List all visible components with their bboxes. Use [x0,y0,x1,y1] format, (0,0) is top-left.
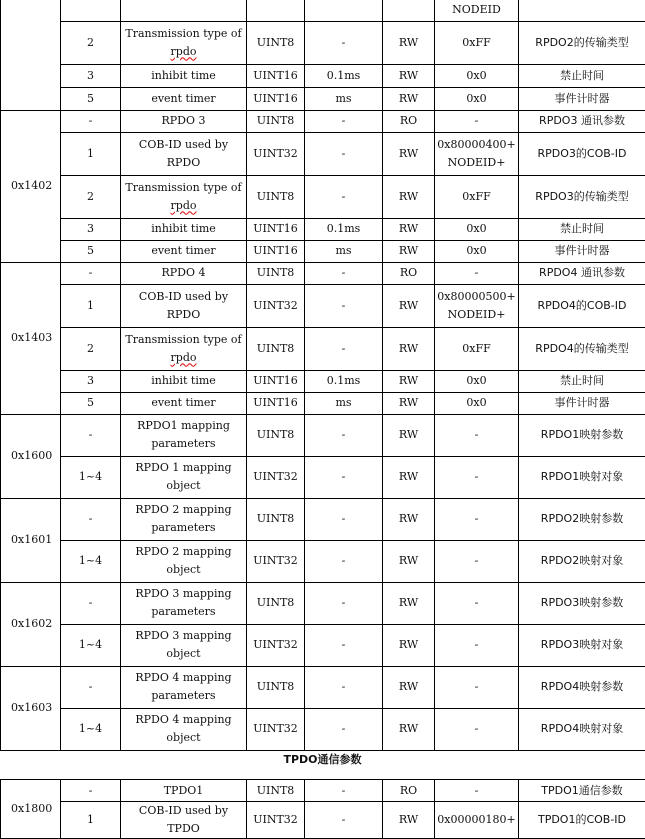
access-cell: RW [383,582,435,624]
access-cell: RW [383,175,435,218]
unit-cell: - [305,327,383,370]
table-row [1,414,645,456]
subindex-cell: 5 [61,240,121,262]
object-index-cell: 0x1800 [1,780,61,839]
unit-cell: - [305,582,383,624]
parameter-name-cell: RPDO 4 [121,262,247,284]
table-row [1,240,645,262]
parameter-name-cell: RPDO 3 mapping object [121,624,247,666]
subindex-cell: - [61,780,121,802]
unit-cell: - [305,262,383,284]
access-cell: RW [383,392,435,414]
default-value-cell: 0xFF [435,327,519,370]
subindex-cell: 5 [61,392,121,414]
object-index-cell: 0x1603 [1,666,61,750]
access-cell: RO [383,780,435,802]
table-row [1,110,645,132]
default-value-cell: - [435,582,519,624]
parameter-name-cell: TPDO1 [121,780,247,802]
data-type-cell: UINT8 [247,327,305,370]
table-row [1,370,645,392]
default-value-cell: 0xFF [435,175,519,218]
unit-cell: - [305,802,383,839]
unit-cell: ms [305,392,383,414]
access-cell: RW [383,456,435,498]
subindex-cell: 1~4 [61,708,121,750]
data-type-cell: UINT16 [247,64,305,87]
access-cell: RO [383,110,435,132]
description-cell: RPDO3映射对象 [519,624,645,666]
table-row [1,0,645,21]
subindex-cell: 1~4 [61,540,121,582]
subindex-cell: - [61,582,121,624]
parameter-name-cell: RPDO 3 mapping parameters [121,582,247,624]
access-cell: RW [383,666,435,708]
unit-cell: ms [305,240,383,262]
subindex-cell: 1 [61,802,121,839]
unit-cell: 0.1ms [305,64,383,87]
description-cell: RPDO3映射参数 [519,582,645,624]
parameter-name-cell: Transmission type of rpdo [121,21,247,64]
description-cell: RPDO4映射对象 [519,708,645,750]
parameter-name-cell: RPDO 3 [121,110,247,132]
description-cell: RPDO3的传输类型 [519,175,645,218]
description-cell: RPDO2映射参数 [519,498,645,540]
default-value-cell: - [435,708,519,750]
description-cell: RPDO4的传输类型 [519,327,645,370]
parameter-name-cell: RPDO 4 mapping parameters [121,666,247,708]
data-type-cell: UINT32 [247,624,305,666]
table-row [1,284,645,327]
table-row [1,21,645,64]
table-row [1,666,645,708]
spellcheck-underline: rpdo [171,199,197,212]
unit-cell: - [305,175,383,218]
subindex-cell: 3 [61,64,121,87]
table-row [1,624,645,666]
subindex-cell [61,0,121,21]
access-cell: RW [383,21,435,64]
description-cell [519,0,645,21]
access-cell: RW [383,218,435,240]
unit-cell: 0.1ms [305,218,383,240]
default-value-cell: - [435,624,519,666]
subindex-cell: 5 [61,87,121,110]
access-cell: RW [383,708,435,750]
description-cell: RPDO2映射对象 [519,540,645,582]
access-cell: RW [383,284,435,327]
unit-cell: - [305,498,383,540]
object-index-cell: 0x1403 [1,262,61,414]
table-row [1,456,645,498]
default-value-cell: - [435,780,519,802]
default-value-cell: 0x0 [435,64,519,87]
subindex-cell: - [61,262,121,284]
table-row [1,708,645,750]
default-value-cell: 0x0 [435,392,519,414]
table-row [1,262,645,284]
data-type-cell: UINT32 [247,132,305,175]
default-value-cell: - [435,414,519,456]
default-value-cell: 0x0 [435,87,519,110]
parameter-name-cell: Transmission type of rpdo [121,327,247,370]
unit-cell: - [305,624,383,666]
subindex-cell: - [61,414,121,456]
parameter-name-cell: inhibit time [121,218,247,240]
default-value-cell: - [435,498,519,540]
spellcheck-underline: rpdo [171,351,197,364]
data-type-cell: UINT8 [247,780,305,802]
description-cell: 事件计时器 [519,87,645,110]
access-cell: RW [383,132,435,175]
table-row [1,87,645,110]
access-cell: RO [383,262,435,284]
access-cell: RW [383,64,435,87]
unit-cell: - [305,780,383,802]
table-row [1,175,645,218]
table-row [1,218,645,240]
parameter-name-cell: RPDO 4 mapping object [121,708,247,750]
parameter-name-cell [121,0,247,21]
subindex-cell: 2 [61,21,121,64]
data-type-cell: UINT16 [247,392,305,414]
parameter-name-cell: RPDO 2 mapping object [121,540,247,582]
data-type-cell: UINT16 [247,218,305,240]
data-type-cell: UINT32 [247,708,305,750]
data-type-cell: UINT16 [247,87,305,110]
description-cell: 禁止时间 [519,370,645,392]
parameter-name-cell: inhibit time [121,370,247,392]
default-value-cell: - [435,110,519,132]
unit-cell: - [305,110,383,132]
table-row [1,540,645,582]
table-row [1,64,645,87]
object-index-cell: 0x1402 [1,110,61,262]
object-index-cell: 0x1602 [1,582,61,666]
subindex-cell: 1~4 [61,624,121,666]
access-cell [383,0,435,21]
unit-cell: - [305,708,383,750]
unit-cell: - [305,414,383,456]
data-type-cell: UINT16 [247,370,305,392]
parameter-name-cell: Transmission type of rpdo [121,175,247,218]
data-type-cell: UINT32 [247,284,305,327]
parameter-name-cell: RPDO1 mapping parameters [121,414,247,456]
access-cell: RW [383,414,435,456]
data-type-cell: UINT16 [247,240,305,262]
description-cell: RPDO1映射对象 [519,456,645,498]
table-row [1,392,645,414]
unit-cell: - [305,540,383,582]
unit-cell: 0.1ms [305,370,383,392]
parameter-name-cell: event timer [121,87,247,110]
table-row [1,327,645,370]
parameter-name-cell: COB-ID used by RPDO [121,132,247,175]
description-cell: RPDO3的COB-ID [519,132,645,175]
default-value-cell: - [435,262,519,284]
access-cell: RW [383,240,435,262]
object-index-cell: 0x1601 [1,498,61,582]
access-cell: RW [383,802,435,839]
table-row [1,582,645,624]
access-cell: RW [383,327,435,370]
access-cell: RW [383,540,435,582]
description-cell: 禁止时间 [519,64,645,87]
unit-cell: - [305,666,383,708]
table-row [1,132,645,175]
description-cell: 禁止时间 [519,218,645,240]
unit-cell [305,0,383,21]
access-cell: RW [383,87,435,110]
description-cell: 事件计时器 [519,392,645,414]
default-value-cell: - [435,456,519,498]
description-cell: RPDO1映射参数 [519,414,645,456]
table-row [1,780,645,802]
tpdo-parameter-table [0,779,645,839]
data-type-cell: UINT32 [247,540,305,582]
data-type-cell: UINT8 [247,498,305,540]
default-value-cell: NODEID [435,0,519,21]
subindex-cell: 1 [61,132,121,175]
default-value-cell: 0x80000500+ NODEID+ [435,284,519,327]
object-index-cell [1,0,61,110]
description-cell: RPDO2的传输类型 [519,21,645,64]
tpdo-section-title: TPDO通信参数 [0,751,645,767]
subindex-cell: - [61,498,121,540]
description-cell: 事件计时器 [519,240,645,262]
default-value-cell: - [435,666,519,708]
access-cell: RW [383,498,435,540]
default-value-cell: - [435,540,519,582]
parameter-name-cell: COB-ID used by TPDO [121,802,247,839]
description-cell: TPDO1的COB-ID [519,802,645,839]
description-cell: RPDO4 通讯参数 [519,262,645,284]
subindex-cell: 3 [61,370,121,392]
unit-cell: - [305,21,383,64]
unit-cell: ms [305,87,383,110]
unit-cell: - [305,456,383,498]
default-value-cell: 0x0 [435,370,519,392]
access-cell: RW [383,370,435,392]
data-type-cell: UINT8 [247,21,305,64]
description-cell: RPDO4的COB-ID [519,284,645,327]
subindex-cell: 1~4 [61,456,121,498]
default-value-cell: 0x80000400+ NODEID+ [435,132,519,175]
unit-cell: - [305,284,383,327]
data-type-cell: UINT8 [247,110,305,132]
default-value-cell: 0x0 [435,240,519,262]
table-row [1,498,645,540]
data-type-cell: UINT8 [247,262,305,284]
description-cell: TPDO1通信参数 [519,780,645,802]
unit-cell: - [305,132,383,175]
default-value-cell: 0x00000180+ [435,802,519,839]
data-type-cell: UINT32 [247,802,305,839]
default-value-cell: 0x0 [435,218,519,240]
subindex-cell: 2 [61,175,121,218]
data-type-cell: UINT8 [247,582,305,624]
description-cell: RPDO4映射参数 [519,666,645,708]
parameter-name-cell: event timer [121,240,247,262]
default-value-cell: 0xFF [435,21,519,64]
subindex-cell: - [61,666,121,708]
table-row [1,802,645,839]
parameter-name-cell: RPDO 1 mapping object [121,456,247,498]
subindex-cell: 1 [61,284,121,327]
parameter-name-cell: COB-ID used by RPDO [121,284,247,327]
data-type-cell: UINT8 [247,175,305,218]
spellcheck-underline: rpdo [171,45,197,58]
data-type-cell [247,0,305,21]
parameter-name-cell: RPDO 2 mapping parameters [121,498,247,540]
data-type-cell: UINT8 [247,666,305,708]
subindex-cell: 2 [61,327,121,370]
parameter-name-cell: inhibit time [121,64,247,87]
access-cell: RW [383,624,435,666]
subindex-cell: - [61,110,121,132]
object-index-cell: 0x1600 [1,414,61,498]
data-type-cell: UINT32 [247,456,305,498]
data-type-cell: UINT8 [247,414,305,456]
description-cell: RPDO3 通讯参数 [519,110,645,132]
parameter-name-cell: event timer [121,392,247,414]
subindex-cell: 3 [61,218,121,240]
